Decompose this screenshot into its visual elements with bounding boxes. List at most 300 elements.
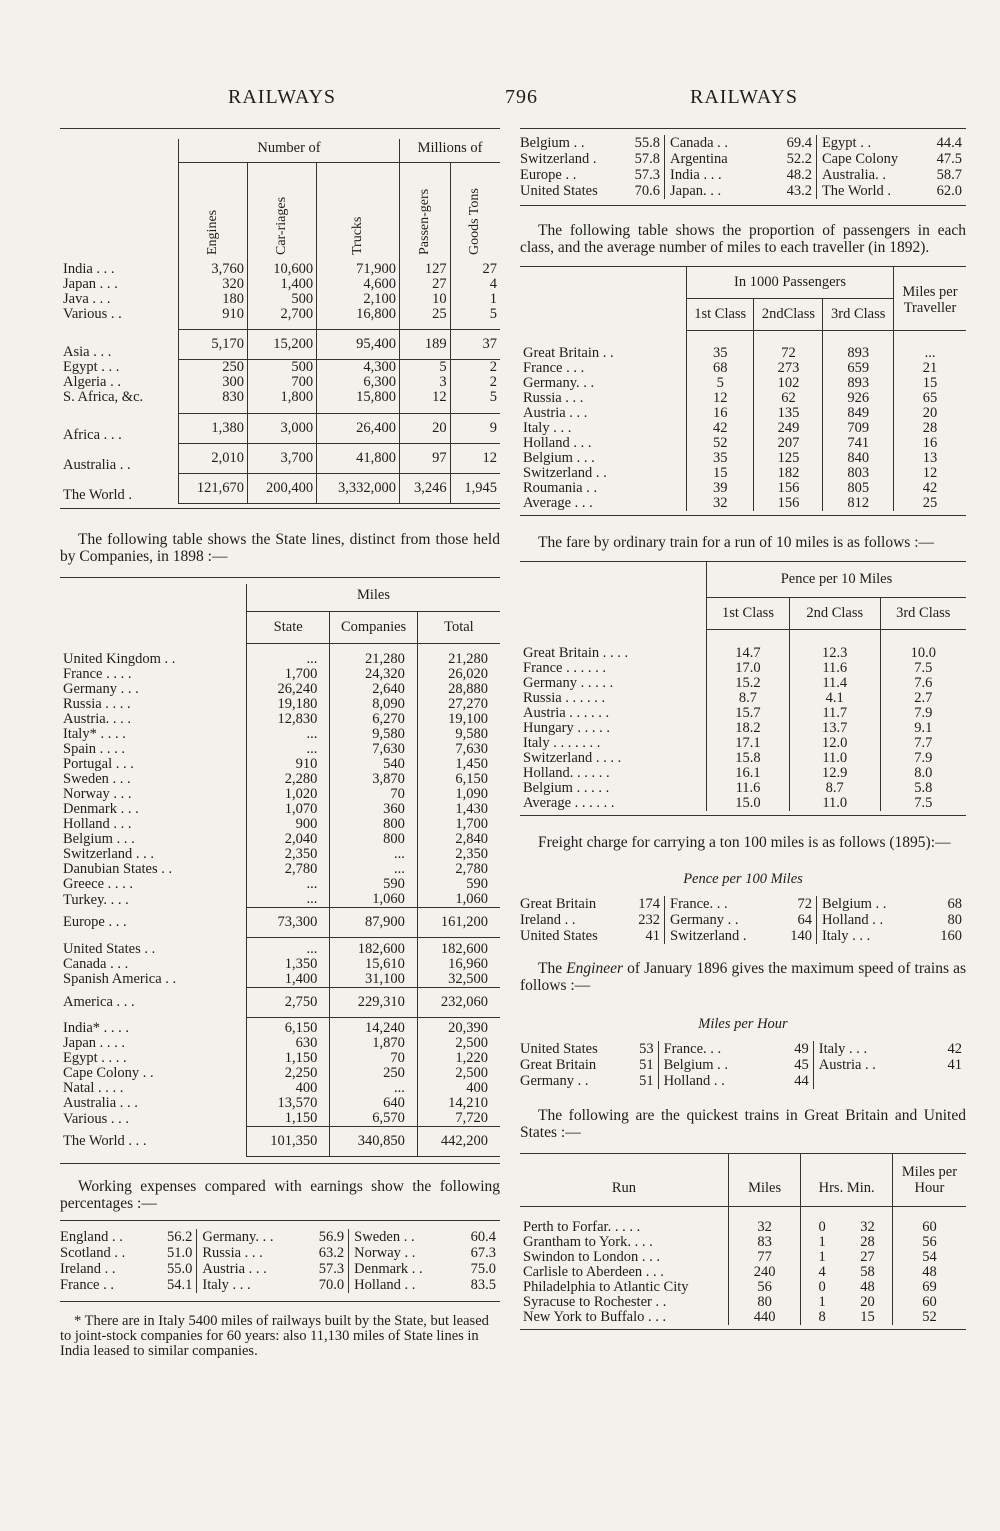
table-row	[60, 987, 500, 1017]
list-column	[664, 135, 816, 199]
cell: 54	[892, 1250, 966, 1265]
cell: 400	[417, 1081, 500, 1096]
item-label: The World .	[821, 183, 891, 199]
item-value: 51	[639, 1073, 654, 1089]
row-label: Asia . . .	[63, 343, 112, 360]
list-item	[202, 1277, 344, 1293]
item-value: 75.0	[470, 1261, 496, 1277]
cell: 2,040	[247, 832, 330, 847]
cell: 182,600	[330, 942, 417, 957]
cell: 8,090	[330, 697, 417, 712]
item-label: Cape Colony	[821, 151, 899, 167]
table-row	[520, 391, 966, 406]
row-label: Java . . .	[63, 290, 111, 307]
spacer	[60, 322, 500, 330]
item-value: 51.0	[166, 1245, 193, 1261]
column-header: 1st Class	[707, 597, 790, 629]
row-label: Syracuse to Rochester . .	[523, 1293, 667, 1310]
row-label: Japan . . .	[63, 275, 118, 292]
row-label: Carlisle to Aberdeen . . .	[523, 1263, 664, 1280]
hours: 1	[818, 1233, 826, 1250]
cell: 16,960	[417, 957, 500, 972]
table-row	[520, 1235, 966, 1250]
group-header-millions-of: Millions of	[400, 139, 500, 163]
cell: 812	[823, 496, 894, 511]
cell: 1,700	[247, 667, 330, 682]
cell: 1,400	[247, 972, 330, 988]
item-label: India . . .	[670, 167, 722, 183]
cell-hrs-min	[801, 1250, 893, 1265]
cell: 910	[247, 757, 330, 772]
cell: ...	[247, 727, 330, 742]
list-item	[520, 896, 660, 912]
item-value: 232	[638, 912, 661, 928]
divider	[520, 515, 966, 516]
row-label: Danubian States . .	[63, 861, 173, 877]
hrs-min-wrap	[801, 1295, 892, 1310]
item-value: 47.5	[936, 151, 962, 167]
list-column	[60, 1229, 196, 1293]
table-row	[60, 908, 500, 938]
item-label: Egypt . .	[821, 135, 872, 151]
list-column	[520, 896, 664, 944]
item-label: Holland . .	[663, 1073, 725, 1089]
item-label: Italy . . .	[818, 1041, 868, 1057]
item-label: Ireland . .	[520, 912, 576, 928]
passengers-intro: The following table shows the proportion of passengers in each class, and the average number of miles to each traveller (in 1892).	[520, 222, 966, 256]
cell: 1,870	[330, 1036, 417, 1051]
hours: 0	[818, 1278, 826, 1295]
cell: 27	[400, 277, 451, 292]
row-label: Great Britain . .	[523, 344, 614, 361]
row-label: Germany . . .	[63, 681, 139, 697]
row-label: Norway . . .	[63, 786, 132, 802]
cell: 16	[894, 436, 967, 451]
footnote: * There are in Italy 5400 miles of railways built by the State, but leased to joint-stock companies for 60 years: also 11,130 miles of State lines in India leased to similar companies.	[60, 1313, 489, 1359]
cell: 20,390	[417, 1021, 500, 1036]
cell: 1,380	[179, 413, 248, 443]
cell: 21,280	[330, 643, 417, 667]
row-label: Austria. . . .	[63, 711, 132, 727]
table-row	[60, 643, 500, 667]
table-row	[60, 817, 500, 832]
row-label: The World .	[63, 487, 133, 503]
list-item	[664, 1073, 809, 1089]
column-header: 1st Class	[687, 299, 754, 331]
minutes: 48	[860, 1278, 875, 1295]
column-header: 2ndClass	[754, 299, 823, 331]
list-item	[670, 928, 812, 944]
list-column	[196, 1229, 348, 1293]
item-label: Russia . . .	[202, 1245, 263, 1261]
cell: 70	[330, 1051, 417, 1066]
state-lines-table	[60, 584, 500, 1158]
cell: 56	[892, 1235, 966, 1250]
cell: 2	[450, 375, 500, 390]
cell: 42	[894, 481, 967, 496]
list-item	[664, 1057, 809, 1073]
list-item	[670, 912, 812, 928]
divider	[60, 1163, 500, 1164]
cell: 32	[728, 1207, 800, 1235]
cell: 65	[894, 391, 967, 406]
cell: 73,300	[247, 908, 330, 938]
cell: 1,800	[248, 390, 317, 405]
item-value: 174	[638, 896, 661, 912]
row-label: America . . .	[63, 993, 135, 1010]
cell: 12	[400, 390, 451, 405]
cell: 2,350	[247, 847, 330, 862]
column-header: Passen-gers	[400, 163, 451, 255]
cell: 7.7	[880, 736, 966, 751]
row-label: Belgium . . .	[63, 831, 135, 847]
list-item	[520, 928, 660, 944]
row-label: Sweden . . .	[63, 771, 131, 787]
cell: 14,210	[417, 1096, 500, 1111]
cell: 15.2	[707, 676, 790, 691]
item-label: Australia. .	[821, 167, 886, 183]
cell-hrs-min	[801, 1265, 893, 1280]
table-row	[520, 1280, 966, 1295]
hrs-min-wrap	[801, 1220, 892, 1235]
list-item	[60, 1261, 192, 1277]
list-column	[658, 1041, 813, 1089]
cell: 80	[728, 1295, 800, 1310]
cell: 4,300	[317, 360, 400, 376]
list-item	[670, 135, 812, 151]
item-value: 57.3	[634, 167, 661, 183]
cell: 500	[248, 292, 317, 307]
list-item	[520, 183, 660, 199]
cell: 10	[400, 292, 451, 307]
hours: 0	[818, 1218, 826, 1235]
cell: 15.8	[707, 751, 790, 766]
right-column	[520, 128, 966, 1330]
cell: 3,870	[330, 772, 417, 787]
spacer	[60, 405, 500, 413]
cell: 12	[894, 466, 967, 481]
table-row	[60, 1096, 500, 1111]
cell: 156	[754, 496, 823, 511]
cell: 800	[330, 832, 417, 847]
cell: 12.9	[789, 766, 880, 781]
cell: 2	[450, 360, 500, 376]
item-label: France. . .	[663, 1041, 722, 1057]
top-rule	[520, 128, 966, 129]
row-label: Russia . . . . . .	[523, 690, 606, 706]
table-row	[60, 277, 500, 292]
list-item	[202, 1261, 344, 1277]
list-item	[822, 151, 962, 167]
row-label: Russia . . . .	[63, 696, 131, 712]
divider	[60, 508, 500, 509]
list-item	[664, 1041, 809, 1057]
cell: 8.7	[707, 691, 790, 706]
group-header-number-of: Number of	[179, 139, 400, 163]
cell-hrs-min	[801, 1310, 893, 1325]
list-item	[520, 135, 660, 151]
cell: 7,630	[330, 742, 417, 757]
table-row	[60, 255, 500, 277]
passenger-class-table	[520, 267, 966, 511]
cell: 26,240	[247, 682, 330, 697]
table-row	[60, 892, 500, 908]
cell: 6,150	[417, 772, 500, 787]
cell: 13	[894, 451, 967, 466]
cell: 1,350	[247, 957, 330, 972]
hrs-min-wrap	[801, 1250, 892, 1265]
row-label: United States . .	[63, 940, 156, 957]
table-row	[520, 781, 966, 796]
cell: 77	[728, 1250, 800, 1265]
top-rule	[60, 128, 500, 129]
cell: ...	[247, 942, 330, 957]
table-row	[520, 1207, 966, 1235]
cell: 15,610	[330, 957, 417, 972]
cell: 1,060	[417, 892, 500, 908]
item-value: 70.6	[634, 183, 661, 199]
cell: 42	[687, 421, 754, 436]
row-label: Cape Colony . .	[63, 1065, 154, 1081]
cell: 20	[400, 413, 451, 443]
cell: 442,200	[417, 1127, 500, 1157]
table-row	[520, 1310, 966, 1325]
cell: 11.4	[789, 676, 880, 691]
list-item	[202, 1245, 344, 1261]
cell: 14,240	[330, 1021, 417, 1036]
cell: 630	[247, 1036, 330, 1051]
column-header: Run	[520, 1154, 728, 1207]
column-header: Goods Tons	[450, 163, 500, 255]
cell: 229,310	[330, 987, 417, 1017]
table-row	[520, 661, 966, 676]
cell: 250	[179, 360, 248, 376]
cell: 2,700	[248, 307, 317, 322]
item-label: Germany. . .	[202, 1229, 274, 1245]
item-label: Denmark . .	[354, 1261, 423, 1277]
cell: 125	[754, 451, 823, 466]
item-value: 41	[947, 1057, 962, 1073]
cell: 640	[330, 1096, 417, 1111]
table-row	[60, 375, 500, 390]
table-row	[60, 697, 500, 712]
list-item	[822, 928, 962, 944]
table-row	[60, 787, 500, 802]
cell: 35	[687, 331, 754, 361]
list-item	[670, 896, 812, 912]
row-label: Switzerland . . . .	[523, 750, 622, 766]
row-label: Perth to Forfar. . . . .	[523, 1218, 641, 1235]
cell: 5,170	[179, 330, 248, 360]
cell: 273	[754, 361, 823, 376]
left-column	[60, 128, 500, 1359]
cell: 2,100	[317, 292, 400, 307]
cell: 25	[400, 307, 451, 322]
cell: 240	[728, 1265, 800, 1280]
column-header: Miles per Hour	[892, 1154, 966, 1207]
cell: 19,100	[417, 712, 500, 727]
item-value: 63.2	[318, 1245, 345, 1261]
cell: 35	[687, 451, 754, 466]
table-row	[60, 832, 500, 847]
table-row	[520, 481, 966, 496]
row-label: Japan . . . .	[63, 1035, 126, 1051]
item-label: Great Britain	[520, 896, 597, 912]
cell: 24,320	[330, 667, 417, 682]
cell: 13.7	[789, 721, 880, 736]
header-miles-per-traveller: Miles per Traveller	[894, 267, 967, 331]
row-label: Australia . . .	[63, 1095, 138, 1111]
cell: 52	[892, 1310, 966, 1325]
cell: 15	[894, 376, 967, 391]
row-label: Austria . . . . . .	[523, 705, 610, 721]
cell: 182	[754, 466, 823, 481]
item-value: 69.4	[786, 135, 812, 151]
item-value: 70.0	[318, 1277, 345, 1293]
cell: 849	[823, 406, 894, 421]
page-number: 796	[505, 86, 538, 108]
row-label: France . . . . . .	[523, 660, 606, 676]
cell: 340,850	[330, 1127, 417, 1157]
cell: 11.0	[789, 796, 880, 811]
cell: 13,570	[247, 1096, 330, 1111]
minutes: 15	[860, 1308, 875, 1325]
item-label: Holland . .	[821, 912, 884, 928]
item-label: Belgium . .	[520, 135, 585, 151]
item-label: Holland . .	[354, 1277, 416, 1293]
column-header: Miles	[728, 1154, 800, 1207]
list-item	[819, 1041, 962, 1057]
cell: 31,100	[330, 972, 417, 988]
cell: 7,720	[417, 1111, 500, 1127]
cell: 1,150	[247, 1111, 330, 1127]
cell: 2,840	[417, 832, 500, 847]
cell: 1,945	[450, 473, 500, 503]
list-item	[520, 1041, 654, 1057]
table-row	[520, 331, 966, 361]
row-label: Spanish America . .	[63, 971, 177, 987]
row-label: Austria . . .	[523, 404, 588, 421]
cell: 741	[823, 436, 894, 451]
table-row	[520, 1265, 966, 1280]
list-column	[520, 1041, 658, 1089]
list-item	[354, 1277, 496, 1293]
item-label: Austria . .	[818, 1057, 876, 1073]
cell: 7.5	[880, 661, 966, 676]
hours: 4	[818, 1263, 826, 1280]
row-label: Average . . .	[523, 494, 593, 511]
cell: 926	[823, 391, 894, 406]
cell-hrs-min	[801, 1235, 893, 1250]
item-value: 48.2	[786, 167, 812, 183]
quickest-trains-table	[520, 1154, 966, 1325]
cell: 60	[892, 1207, 966, 1235]
divider	[520, 815, 966, 816]
column-header: 2nd Class	[789, 597, 880, 629]
table-row	[60, 1021, 500, 1036]
row-label: Greece . . . .	[63, 876, 134, 892]
item-label: Japan. . .	[670, 183, 722, 199]
hours: 1	[818, 1293, 826, 1310]
cell: 4.1	[789, 691, 880, 706]
cell: 2,500	[417, 1066, 500, 1081]
row-label: Grantham to York. . . .	[523, 1233, 653, 1250]
row-label: France . . .	[523, 359, 585, 376]
cell: 590	[417, 877, 500, 892]
row-label: Various . . .	[63, 1110, 130, 1127]
item-value: 55.0	[166, 1261, 193, 1277]
cell: 7.5	[880, 796, 966, 811]
cell: 803	[823, 466, 894, 481]
cell: 3,700	[248, 443, 317, 473]
cell: 16	[687, 406, 754, 421]
cell: 8.7	[789, 781, 880, 796]
cell: 19,180	[247, 697, 330, 712]
cell: 1,700	[417, 817, 500, 832]
cell: 7.6	[880, 676, 966, 691]
table-row	[520, 751, 966, 766]
table-row	[60, 360, 500, 376]
cell: 8.0	[880, 766, 966, 781]
row-label: S. Africa, &c.	[63, 389, 144, 405]
item-value: 80	[947, 912, 962, 928]
row-label: Russia . . .	[523, 389, 584, 406]
cell: 3,246	[400, 473, 451, 503]
row-label: Swindon to London . . .	[523, 1248, 660, 1265]
column-header: 3rd Class	[823, 299, 894, 331]
table-row	[60, 942, 500, 957]
list-item	[822, 167, 962, 183]
cell: 26,020	[417, 667, 500, 682]
row-label: Egypt . . . .	[63, 1050, 127, 1066]
cell: 1,450	[417, 757, 500, 772]
divider	[60, 1220, 500, 1221]
row-label: Algeria . .	[63, 374, 121, 390]
cell: 11.7	[789, 706, 880, 721]
row-label: Holland . . .	[63, 816, 132, 832]
item-label: Italy . . .	[202, 1277, 251, 1293]
row-label: Germany . . . . .	[523, 675, 614, 691]
list-item	[822, 896, 962, 912]
table-row	[60, 292, 500, 307]
item-label: Canada . .	[670, 135, 729, 151]
list-item	[670, 167, 812, 183]
cell: 12,830	[247, 712, 330, 727]
rolling-stock-table	[60, 139, 500, 504]
cell: 39	[687, 481, 754, 496]
item-value: 56.9	[318, 1229, 345, 1245]
item-value: 67.3	[470, 1245, 496, 1261]
cell: 9,580	[330, 727, 417, 742]
cell: 2,350	[417, 847, 500, 862]
table-row	[520, 736, 966, 751]
table-row	[520, 496, 966, 511]
table-row	[520, 466, 966, 481]
cell: ...	[247, 742, 330, 757]
cell: 207	[754, 436, 823, 451]
list-item	[819, 1057, 962, 1073]
cell: 32,500	[417, 972, 500, 988]
cell: 6,270	[330, 712, 417, 727]
cell: 48	[892, 1265, 966, 1280]
item-value: 49	[794, 1041, 809, 1057]
column-header: Total	[417, 611, 500, 643]
row-label: India . . .	[63, 260, 115, 277]
cell: 709	[823, 421, 894, 436]
cell: 135	[754, 406, 823, 421]
row-label: Italy . . . . . . .	[523, 735, 601, 751]
row-label: Denmark . . .	[63, 801, 139, 817]
